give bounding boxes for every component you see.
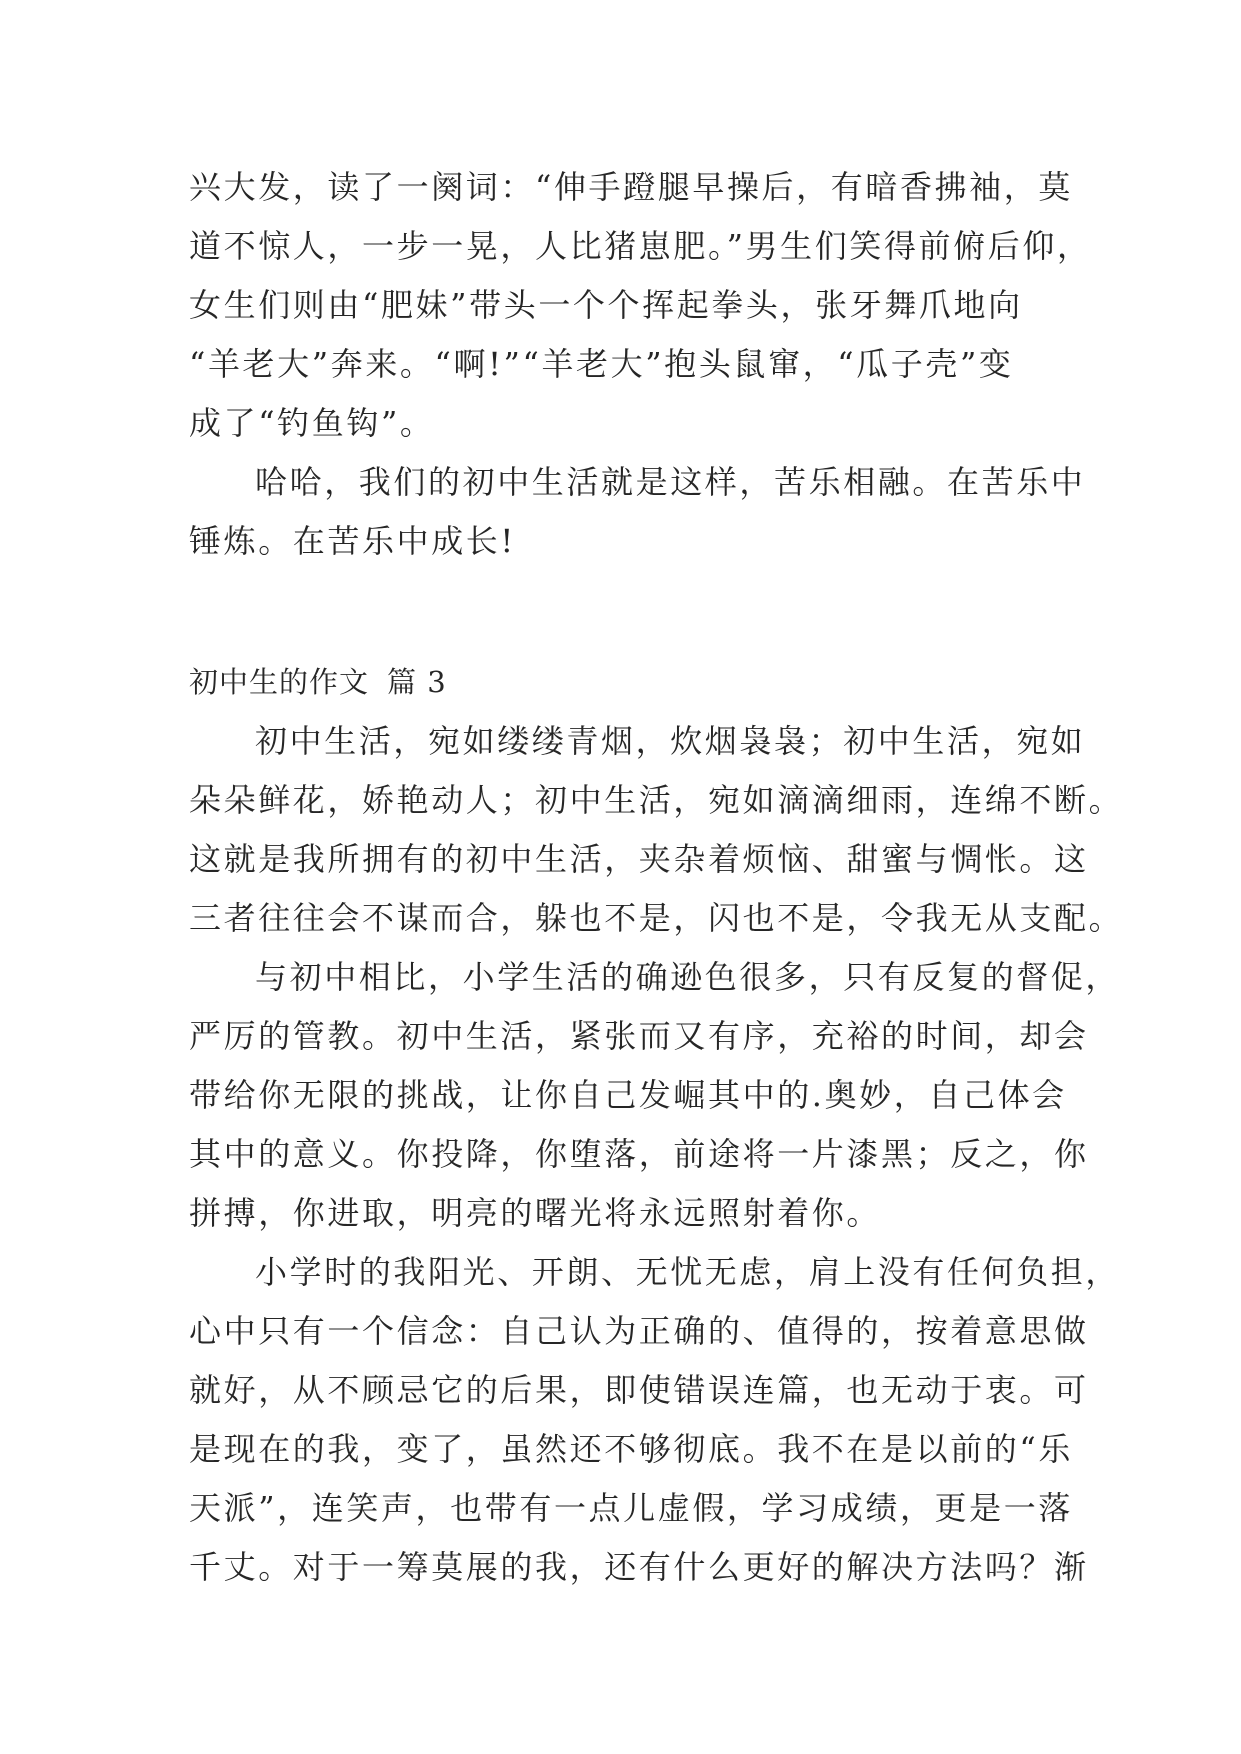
text-line: 哈哈，我们的初中生活就是这样，苦乐相融。在苦乐中 [255, 463, 1086, 501]
paragraph [189, 158, 1092, 453]
text-line: 三者往往会不谋而合，躲也不是，闪也不是，令我无从支配。 [189, 899, 1124, 937]
text-line: 成了“钓鱼钩”。 [189, 404, 435, 442]
text-line: 心中只有一个信念：自己认为正确的、值得的，按着意思做 [189, 1312, 1089, 1350]
text-line: 严厉的管教。初中生活，紧张而又有序，充裕的时间，却会 [189, 1017, 1089, 1055]
text-line: 兴大发，读了一阕词：“伸手蹬腿早操后，有暗香拂袖，莫 [189, 168, 1073, 206]
text-line: 锤炼。在苦乐中成长! [189, 522, 516, 560]
text-line: 是现在的我，变了，虽然还不够彻底。我不在是以前的“乐 [189, 1430, 1073, 1468]
text-line: 带给你无限的挑战，让你自己发崛其中的.奥妙，自己体会 [189, 1076, 1067, 1114]
paragraph [189, 1243, 1121, 1597]
text-line: 拼搏，你进取，明亮的曙光将永远照射着你。 [189, 1194, 882, 1232]
paragraph [189, 712, 1124, 948]
document-body [189, 158, 1124, 1597]
text-line: “羊老大”奔来。“啊!”“羊老大”抱头鼠窜，“瓜子壳”变 [189, 345, 1014, 383]
paragraph [189, 948, 1121, 1243]
text-line: 初中生活，宛如缕缕青烟，炊烟袅袅；初中生活，宛如 [255, 722, 1086, 760]
paragraph [189, 453, 1086, 571]
text-line: 这就是我所拥有的初中生活，夹杂着烦恼、甜蜜与惆怅。这 [189, 840, 1089, 878]
text-line: 小学时的我阳光、开朗、无忧无虑，肩上没有任何负担， [255, 1253, 1121, 1291]
text-line: 千丈。对于一筹莫展的我，还有什么更好的解决方法吗？渐 [189, 1548, 1089, 1586]
text-line: 朵朵鲜花，娇艳动人；初中生活，宛如滴滴细雨，连绵不断。 [189, 781, 1124, 819]
text-line: 与初中相比，小学生活的确逊色很多，只有反复的督促， [255, 958, 1121, 996]
section-heading [189, 653, 1055, 712]
section-spacer [189, 571, 1055, 653]
text-line: 天派”，连笑声，也带有一点儿虚假，学习成绩，更是一落 [189, 1489, 1073, 1527]
text-line: 女生们则由“肥妹”带头一个个挥起拳头，张牙舞爪地向 [189, 286, 1023, 324]
text-line: 就好，从不顾忌它的后果，即使错误连篇，也无动于衷。可 [189, 1371, 1089, 1409]
text-line: 其中的意义。你投降，你堕落，前途将一片漆黑；反之，你 [189, 1135, 1089, 1173]
section-heading-number: 篇 3 [387, 665, 447, 699]
text-line: 道不惊人，一步一晃，人比猪崽肥。”男生们笑得前俯后仰， [189, 227, 1092, 265]
section-heading-title: 初中生的作文 [189, 665, 370, 699]
